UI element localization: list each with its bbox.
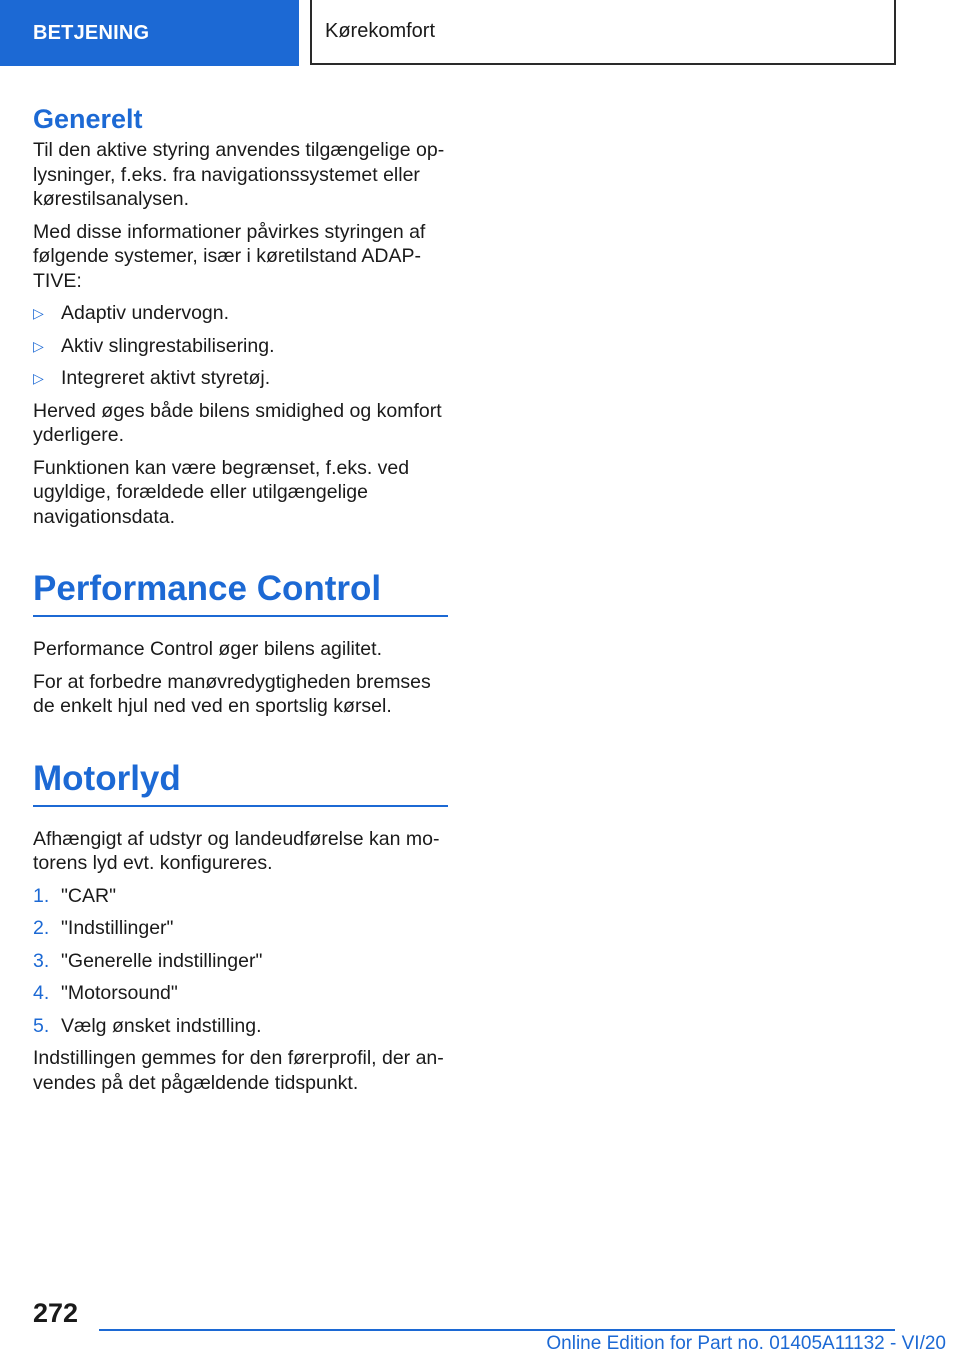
step-text: "Indstillinger" <box>61 917 174 939</box>
triangle-right-icon: ▷ <box>33 305 44 321</box>
generelt-heading: Generelt <box>33 104 143 134</box>
generelt-paragraph-2: Med disse informationer påvirkes styringen af følgende systemer, især i køretilstand ADAPTIVE: <box>33 220 426 292</box>
motorlyd-paragraph-2: Indstillingen gemmes for den førerprofil, der anvendes på det pågældende tidspunkt. <box>33 1047 444 1094</box>
step-item <box>33 884 448 909</box>
chapter-title: Kørekomfort <box>325 20 436 42</box>
step-number: 2. <box>33 917 50 939</box>
step-text: "Motorsound" <box>61 982 178 1004</box>
steps-list <box>33 884 448 1039</box>
feature-list <box>33 301 448 391</box>
step-text: "Generelle indstillinger" <box>61 949 263 972</box>
step-number: 3. <box>33 949 50 972</box>
triangle-right-icon: ▷ <box>33 370 44 386</box>
step-item <box>33 949 448 974</box>
step-item <box>33 981 448 1006</box>
footer-edition: Online Edition for Part no. 01405A11132 - VI/20 <box>546 1333 946 1354</box>
list-item <box>33 301 448 326</box>
generelt-paragraph-1: Til den aktive styring anvendes tilgængelige oplysninger, f.eks. fra navigationssystemet eller kørestilsanalysen. <box>33 139 445 210</box>
motorlyd-paragraph-1: Afhængigt af udstyr og landeudførelse kan motorens lyd evt. konfigureres. <box>33 827 440 874</box>
chapter-header <box>310 0 896 65</box>
generelt-paragraph-4: Funktionen kan være begrænset, f.eks. ved ugyldige, forældede eller utilgængelige navigationsdata. <box>33 456 410 528</box>
page-number: 272 <box>33 1298 79 1328</box>
step-text: "CAR" <box>61 884 117 907</box>
step-number: 4. <box>33 982 50 1004</box>
list-item <box>33 366 448 391</box>
list-item-text: Integreret aktivt styretøj. <box>61 367 271 389</box>
list-item-text: Adaptiv undervogn. <box>61 302 230 324</box>
step-item <box>33 916 448 941</box>
step-text: Vælg ønsket indstilling. <box>61 1014 262 1037</box>
performance-control-paragraph-1: Performance Control øger bilens agilitet. <box>33 638 382 660</box>
list-item-text: Aktiv slingrestabilisering. <box>61 334 275 357</box>
list-item <box>33 334 448 359</box>
step-item <box>33 1014 448 1039</box>
footer-divider <box>99 1329 895 1331</box>
page-content <box>33 104 448 1103</box>
step-number: 1. <box>33 884 50 907</box>
generelt-paragraph-3: Herved øges både bilens smidighed og komfort yderligere. <box>33 399 442 446</box>
step-number: 5. <box>33 1014 50 1037</box>
performance-control-paragraph-2: For at forbedre manøvredygtigheden bremses de enkelt hjul ned ved en sportslig kørsel. <box>33 670 431 717</box>
motorlyd-title: Motorlyd <box>33 759 448 807</box>
section-tab-label: BETJENING <box>33 21 150 44</box>
section-tab <box>0 0 299 66</box>
performance-control-title: Performance Control <box>33 569 448 617</box>
triangle-right-icon: ▷ <box>33 337 44 354</box>
